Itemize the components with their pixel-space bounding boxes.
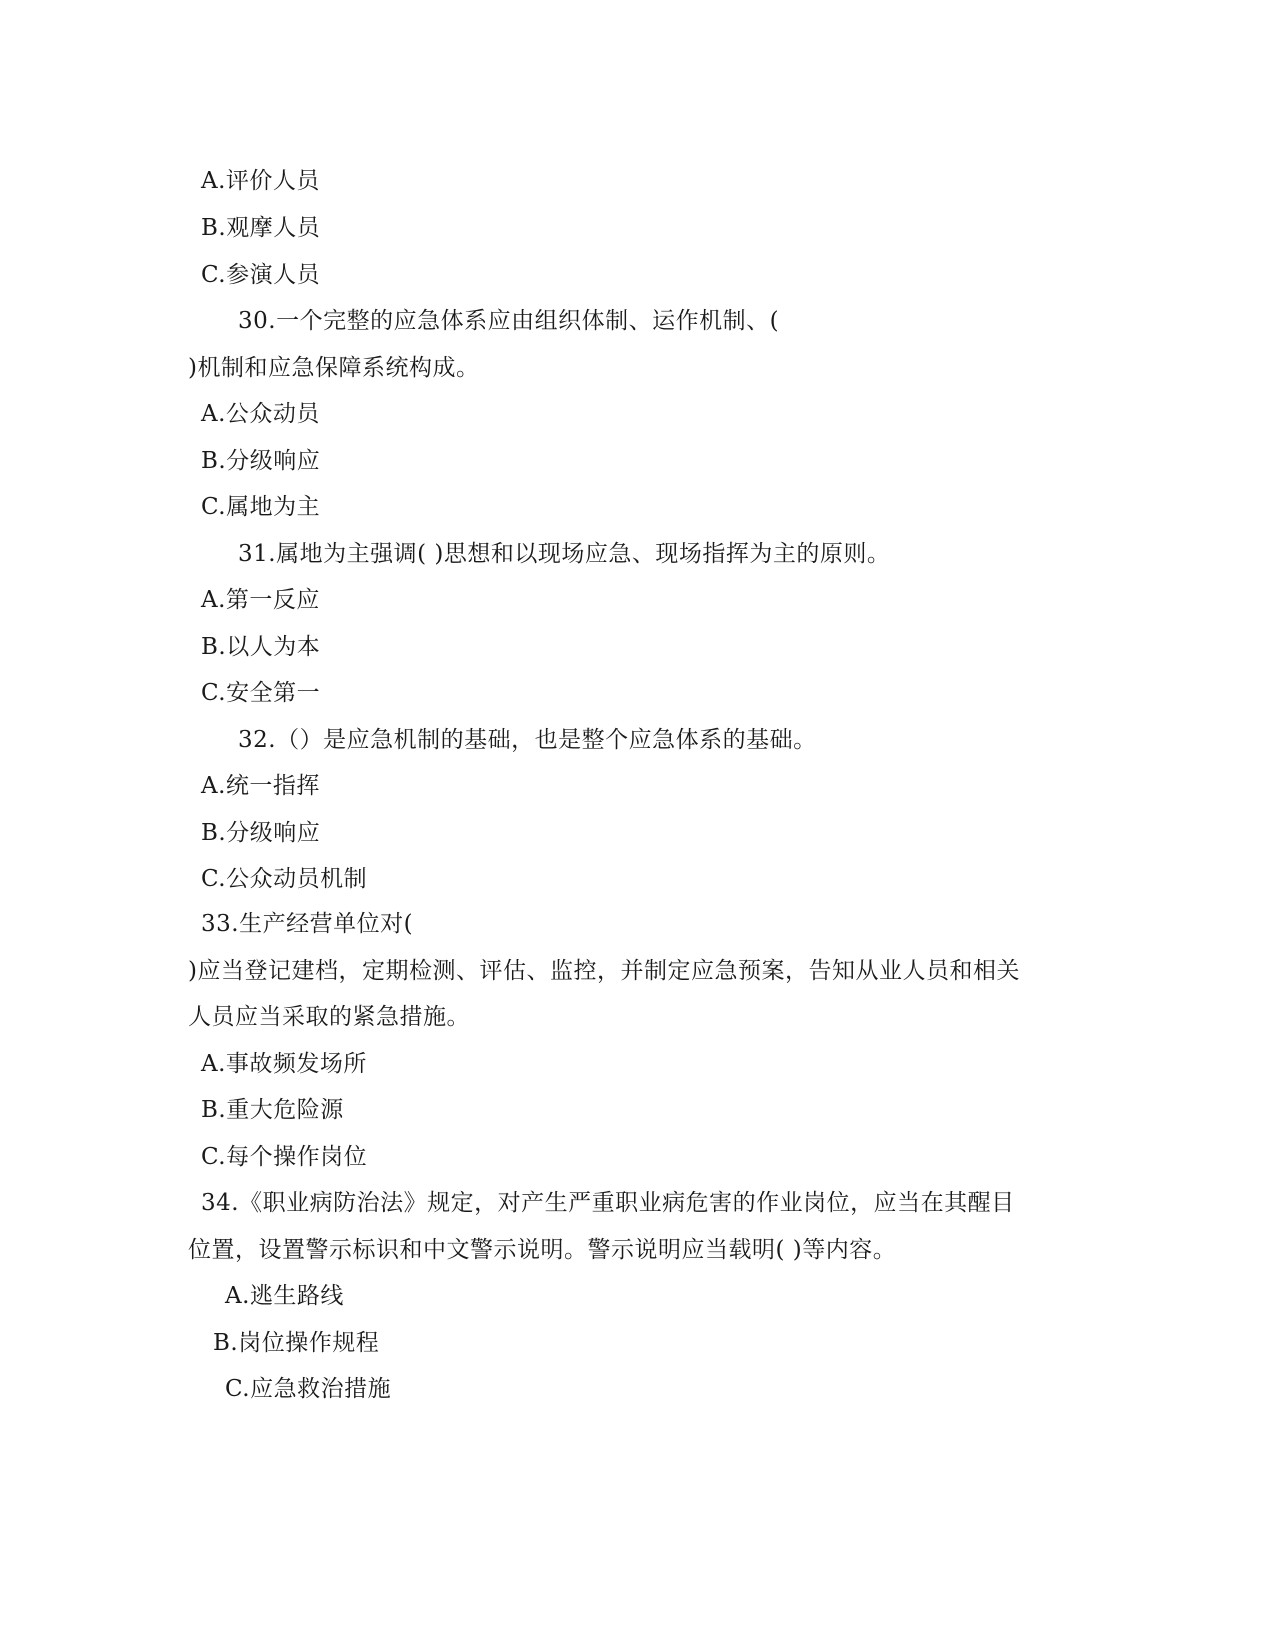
q30-option-a: A.公众动员 (201, 401, 320, 427)
q34-option-a: A.逃生路线 (225, 1283, 344, 1309)
q30-option-b: B.分级响应 (201, 448, 321, 474)
q32-option-c: C.公众动员机制 (201, 866, 368, 892)
q30-option-c: C.属地为主 (201, 494, 321, 520)
q33-stem-continued-2: 人员应当采取的紧急措施。 (188, 1004, 470, 1030)
q32-option-b: B.分级响应 (201, 820, 321, 846)
q34-stem-continued: 位置，设置警示标识和中文警示说明。警示说明应当载明( )等内容。 (188, 1237, 897, 1263)
q30-stem-continued: )机制和应急保障系统构成。 (188, 355, 480, 381)
q31-option-a: A.第一反应 (201, 587, 320, 613)
q29-option-b: B.观摩人员 (201, 215, 321, 241)
q33-option-a: A.事故频发场所 (201, 1051, 367, 1077)
q33-option-c: C.每个操作岗位 (201, 1144, 368, 1170)
q29-option-a: A.评价人员 (201, 168, 320, 194)
q33-option-b: B.重大危险源 (201, 1097, 344, 1123)
q31-stem: 31.属地为主强调( )思想和以现场应急、现场指挥为主的原则。 (238, 541, 891, 567)
q32-option-a: A.统一指挥 (201, 773, 320, 799)
q34-option-c: C.应急救治措施 (225, 1376, 392, 1402)
q31-option-c: C.安全第一 (201, 680, 321, 706)
q30-stem: 30.一个完整的应急体系应由组织体制、运作机制、( (238, 308, 780, 334)
q34-option-b: B.岗位操作规程 (213, 1330, 380, 1356)
q34-stem: 34.《职业病防治法》规定，对产生严重职业病危害的作业岗位，应当在其醒目 (201, 1190, 1015, 1216)
q29-option-c: C.参演人员 (201, 262, 321, 288)
q33-stem: 33.生产经营单位对( (201, 911, 414, 937)
q31-option-b: B.以人为本 (201, 634, 321, 660)
q33-stem-continued-1: )应当登记建档，定期检测、评估、监控，并制定应急预案，告知从业人员和相关 (188, 958, 1020, 984)
q32-stem: 32.（）是应急机制的基础，也是整个应急体系的基础。 (238, 727, 817, 753)
